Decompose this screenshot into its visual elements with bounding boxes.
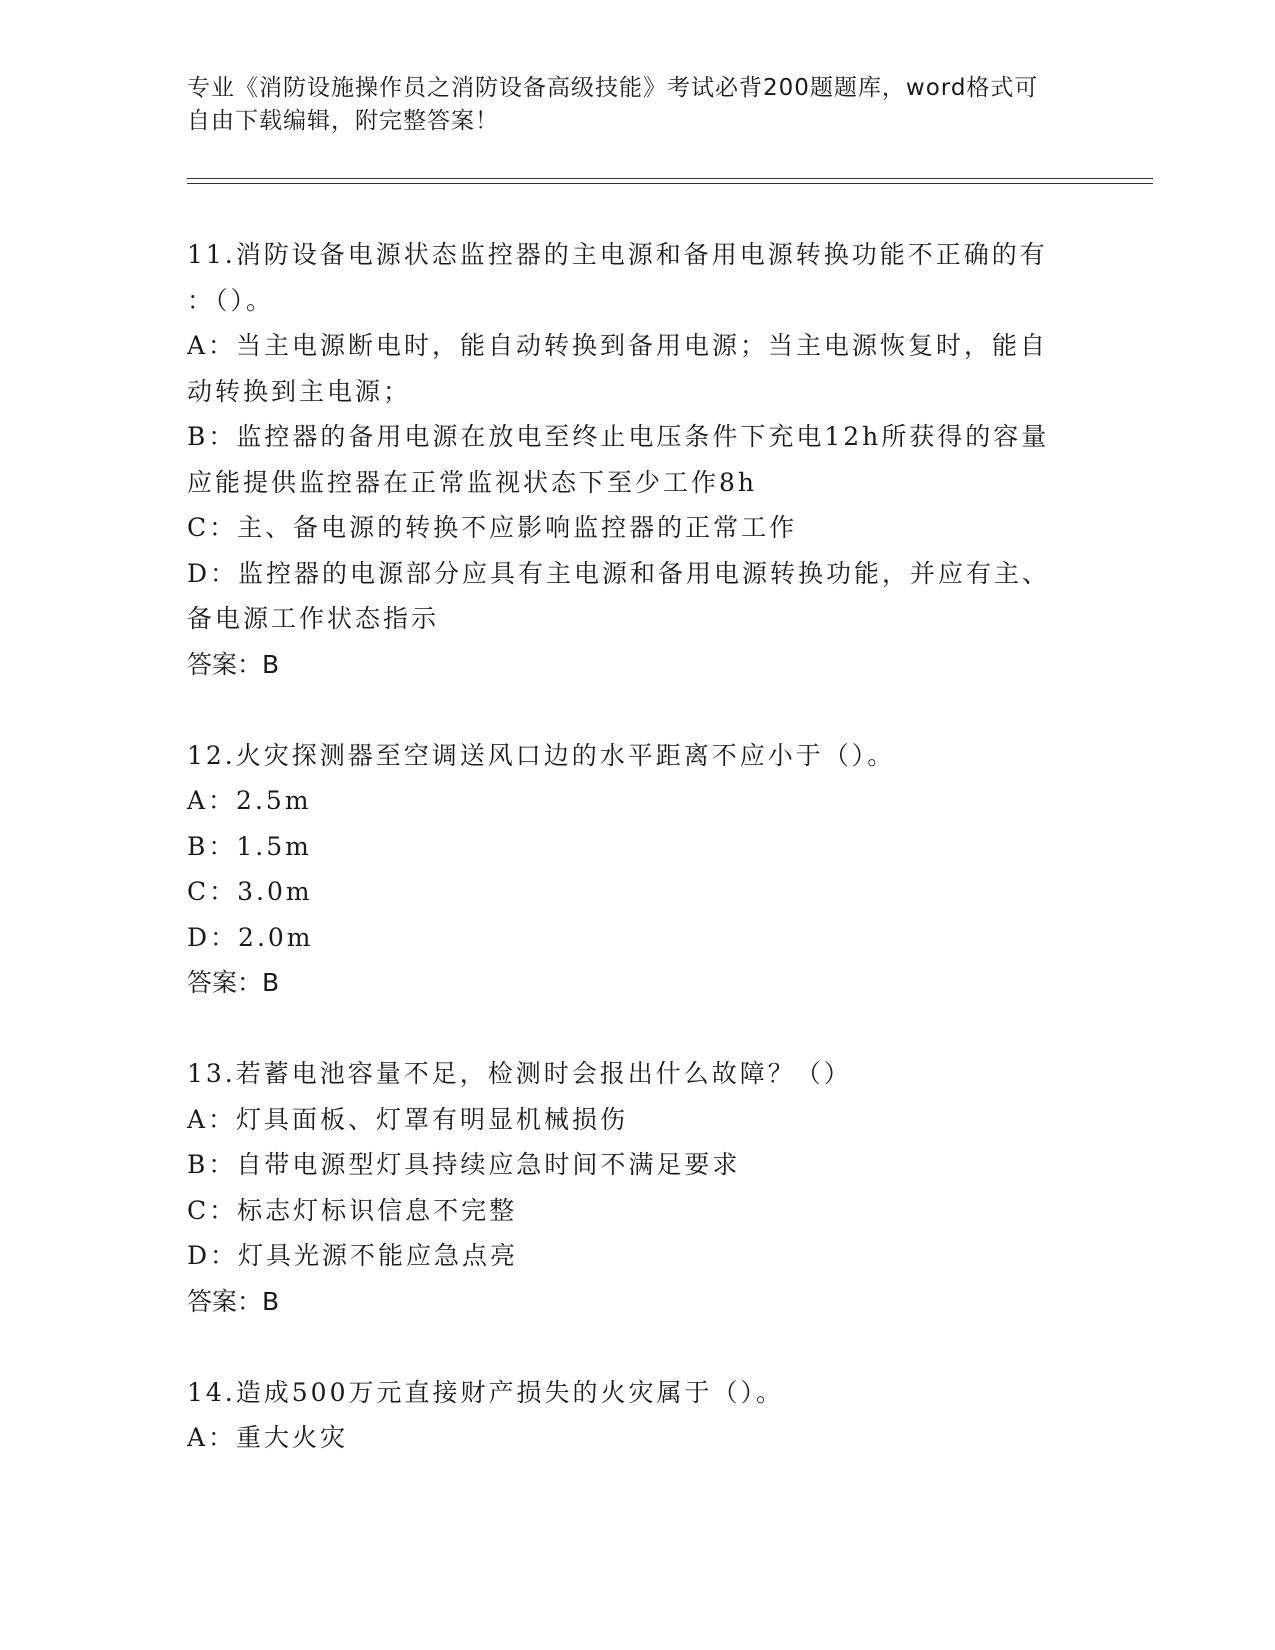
question-option: 应能提供监控器在正常监视状态下至少工作8h (187, 467, 758, 497)
question-option: 备电源工作状态指示 (187, 604, 440, 633)
question-block (187, 1370, 1067, 1461)
question-option: C：3.0m (187, 877, 313, 906)
answer-line: 答案：B (187, 1286, 280, 1316)
question-option: B：监控器的备用电源在放电至终止电压条件下充电12h所获得的容量 (187, 422, 1050, 451)
question-option: D：2.0m (187, 922, 314, 952)
header-line-1: 专业《消防设施操作员之消防设备高级技能》考试必背200题题库，word格式可 (187, 75, 1039, 101)
header-line-2: 自由下载编辑，附完整答案！ (187, 108, 499, 134)
question-option: 动转换到主电源； (187, 376, 412, 406)
question-block (187, 1051, 1067, 1324)
question-list (187, 232, 1067, 1461)
question-option: B：1.5m (187, 831, 312, 861)
question-option: B：自带电源型灯具持续应急时间不满足要求 (187, 1150, 741, 1179)
question-option: D：监控器的电源部分应具有主电源和备用电源转换功能，并应有主、 (187, 558, 1051, 588)
question-block (187, 232, 1067, 687)
answer-line: 答案：B (187, 649, 280, 679)
question-option: C：标志灯标识信息不完整 (187, 1195, 518, 1225)
question-option: D：灯具光源不能应急点亮 (187, 1241, 519, 1270)
question-option: A：2.5m (187, 786, 312, 815)
question-stem: 11.消防设备电源状态监控器的主电源和备用电源转换功能不正确的有 (187, 240, 1048, 269)
document-header (187, 72, 1067, 138)
question-option: A：重大火灾 (187, 1423, 349, 1452)
question-option: A：当主电源断电时，能自动转换到备用电源；当主电源恢复时，能自 (187, 331, 1049, 360)
question-stem: 12.火灾探测器至空调送风口边的水平距离不应小于（）。 (187, 740, 896, 770)
question-stem: ：（）。 (187, 285, 275, 315)
question-stem: 13.若蓄电池容量不足，检测时会报出什么故障？（） (187, 1059, 852, 1088)
question-stem: 14.造成500万元直接财产损失的火灾属于（）。 (187, 1377, 784, 1407)
question-block (187, 733, 1067, 1006)
header-divider-bottom (187, 183, 1153, 184)
header-divider-top (187, 178, 1153, 179)
answer-line: 答案：B (187, 968, 280, 997)
question-option: A：灯具面板、灯罩有明显机械损伤 (187, 1104, 629, 1134)
question-option: C：主、备电源的转换不应影响监控器的正常工作 (187, 513, 798, 542)
